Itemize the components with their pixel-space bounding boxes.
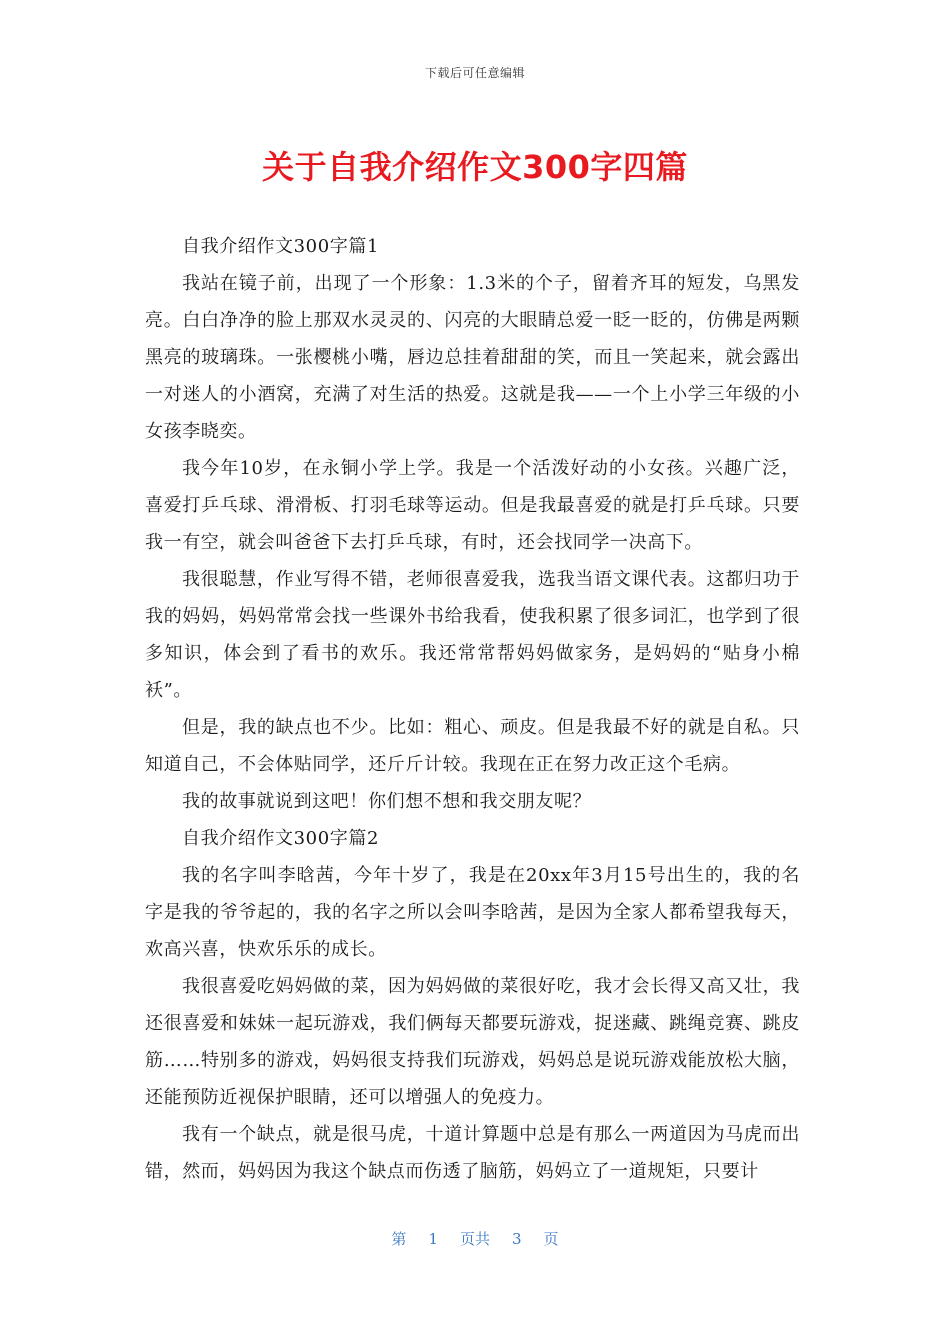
section-heading-1: 自我介绍作文300字篇1 xyxy=(182,236,380,257)
page-total: 3 xyxy=(512,1230,522,1248)
section-heading-2: 自我介绍作文300字篇2 xyxy=(182,828,380,849)
paragraph: 我很聪慧，作业写得不错，老师很喜爱我，选我当语文课代表。这都归功于我的妈妈，妈妈常常会找一些课外书给我看，使我积累了很多词汇，也学到了很多知识，体会到了看书的欢乐。我还常常帮妈妈做家务，是妈妈的“贴身小棉袄”。 xyxy=(145,569,800,701)
page-prefix: 第 xyxy=(391,1230,407,1248)
paragraph: 我有一个缺点，就是很马虎，十道计算题中总是有那么一两道因为马虎而出错，然而，妈妈因为我这个缺点而伤透了脑筋，妈妈立了一道规矩，只要计 xyxy=(145,1124,800,1182)
page-number: 1 xyxy=(428,1230,438,1248)
paragraph: 我站在镜子前，出现了一个形象：1.3米的个子，留着齐耳的短发，乌黑发亮。白白净净的脸上那双水灵灵的、闪亮的大眼睛总爱一眨一眨的，仿佛是两颗黑亮的玻璃珠。一张樱桃小嘴，唇边总挂着甜甜的笑，而且一笑起来，就会露出一对迷人的小酒窝，充满了对生活的热爱。这就是我——一个上小学三年级的小女孩李晓奕。 xyxy=(145,273,800,442)
header-note: 下载后可任意编辑 xyxy=(424,66,525,80)
page-middle: 页共 xyxy=(459,1230,490,1248)
paragraph: 我的名字叫李晗茜，今年十岁了，我是在20xx年3月15号出生的，我的名字是我的爷爷起的，我的名字之所以会叫李晗茜，是因为全家人都希望我每天，欢高兴喜，快欢乐乐的成长。 xyxy=(145,865,800,960)
paragraph: 我很喜爱吃妈妈做的菜，因为妈妈做的菜很好吃，我才会长得又高又壮，我还很喜爱和妹妹一起玩游戏，我们俩每天都要玩游戏，捉迷藏、跳绳竞赛、跳皮筋……特别多的游戏，妈妈很支持我们玩游戏，妈妈总是说玩游戏能放松大脑，还能预防近视保护眼睛，还可以增强人的免疫力。 xyxy=(145,976,800,1108)
page-suffix: 页 xyxy=(543,1230,559,1248)
document-title: 关于自我介绍作文300字四篇 xyxy=(262,148,688,186)
page-footer xyxy=(0,1228,950,1249)
paragraph: 我今年10岁，在永铜小学上学。我是一个活泼好动的小女孩。兴趣广泛，喜爱打乒乓球、滑滑板、打羽毛球等运动。但是我最喜爱的就是打乒乓球。只要我一有空，就会叫爸爸下去打乒乓球，有时，还会找同学一决高下。 xyxy=(145,458,800,553)
paragraph: 但是，我的缺点也不少。比如：粗心、顽皮。但是我最不好的就是自私。只知道自己，不会体贴同学，还斤斤计较。我现在正在努力改正这个毛病。 xyxy=(145,717,800,775)
document-body xyxy=(145,228,800,1190)
paragraph: 我的故事就说到这吧！你们想不想和我交朋友呢？ xyxy=(182,791,592,812)
